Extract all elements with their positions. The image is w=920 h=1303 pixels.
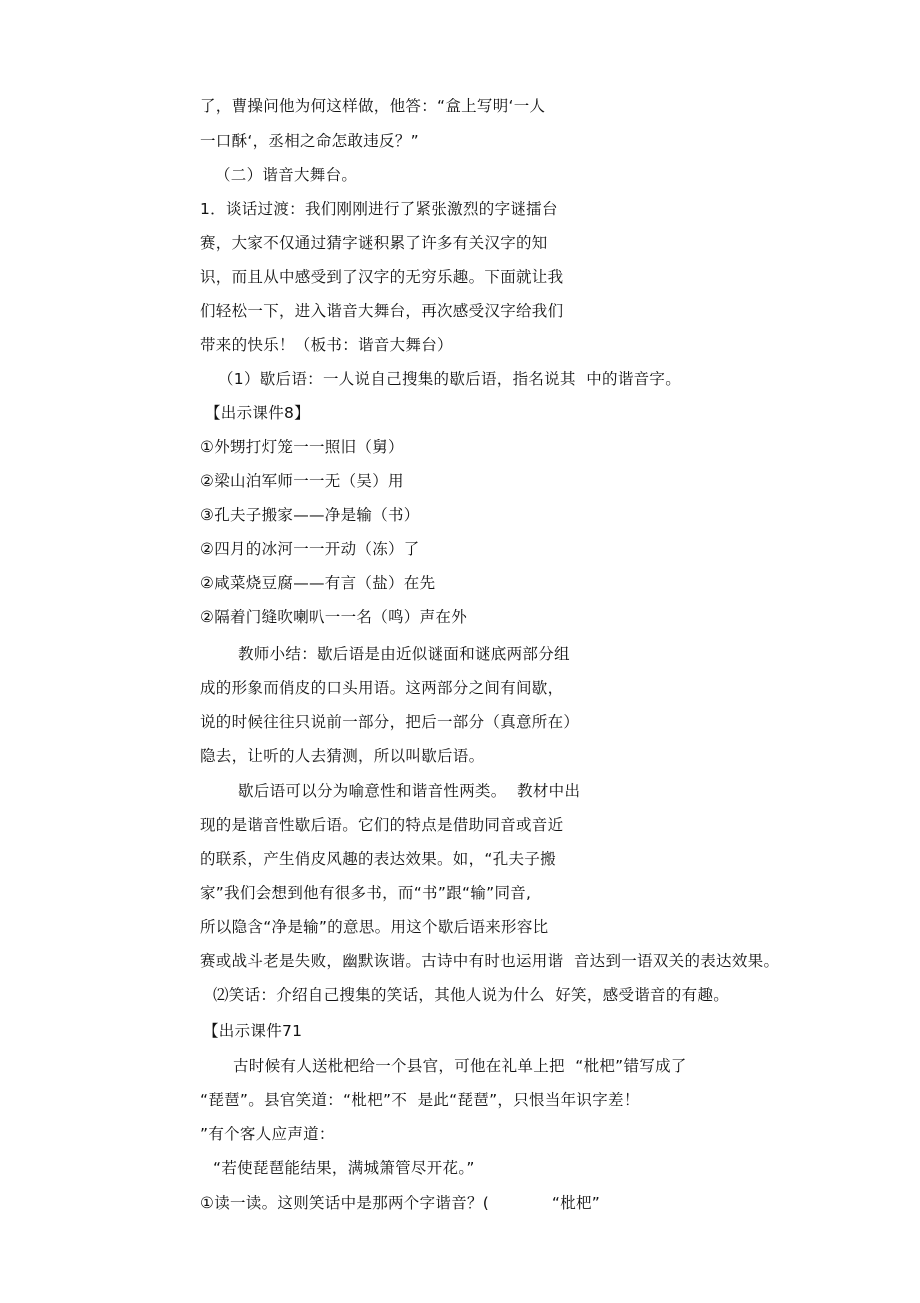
text-line: 一口酥‘，丞相之命怎敢违反？” [200,132,419,150]
text-line: 所以隐含“净是输”的意思。用这个歇后语来形容比 [200,918,549,936]
text-line: 古时候有人送枇杷给一个县官，可他在礼单上把 “枇杷”错写成了 [233,1057,687,1075]
courseware-label: 【出示课件8】 [205,404,310,422]
poem-line: “若使琵琶能结果，满城箫管尽开花。” [213,1159,475,1177]
text-line: 家”我们会想到他有很多书，而“书”跟“输”同音, [200,884,532,902]
text-line: 识，而且从中感受到了汉字的无穷乐趣。下面就让我 [200,268,564,286]
text-line: 带来的快乐！（板书：谐音大舞台） [200,336,453,354]
text-line: “琵琶”。县官笑道：“枇杷”不 是此“琵琶”，只恨当年识字差！ [200,1091,640,1109]
text-line: 赛或战斗老是失败，幽默诙谐。古诗中有时也运用谐 音达到一语双关的表达效果。 [200,952,780,970]
courseware-label: 【出示课件71 [203,1022,303,1040]
question-line: ①读一读。这则笑话中是那两个字谐音？( “枇杷” [200,1194,601,1212]
text-line: 说的时候往往只说前一部分，把后一部分（真意所在） [200,713,580,731]
text-line: 了，曹操问他为何这样做，他答：“盒上写明‘一人 [200,97,546,115]
text-line: 们轻松一下，进入谐音大舞台，再次感受汉字给我们 [200,302,564,320]
list-item: ①外甥打灯笼一一照旧（舅） [200,438,404,456]
text-line: 现的是谐音性歇后语。它们的特点是借助同音或音近 [200,816,564,834]
text-line: 的联系，产生俏皮风趣的表达效果。如，“孔夫子搬 [200,850,556,868]
list-item: ②咸菜烧豆腐——有言（盐）在先 [200,574,436,592]
text-line: 教师小结：歇后语是由近似谜面和谜底两部分组 [238,645,570,663]
list-item: ②四月的冰河一一开动（冻）了 [200,540,420,558]
list-item: ②隔着门缝吹喇叭一一名（鸣）声在外 [200,608,467,626]
text-line: ”有个客人应声道： [200,1125,335,1143]
text-line: （1）歇后语：一人说自己搜集的歇后语，指名说其 中的谐音字。 [218,370,682,388]
list-item: ③孔夫子搬家——净是输（书） [200,506,420,524]
text-line: 隐去，让听的人去猜测，所以叫歇后语。 [200,747,485,765]
text-line: ⑵笑话：介绍自己搜集的笑话，其他人说为什么 好笑，感受谐音的有趣。 [213,986,730,1004]
text-line: 歇后语可以分为喻意性和谐音性两类。 教材中出 [238,782,581,800]
list-item: ②梁山泊军师一一无（吴）用 [200,472,404,490]
text-line: 成的形象而俏皮的口头用语。这两部分之间有间歇， [200,679,564,697]
text-line: 赛，大家不仅通过猜字谜积累了许多有关汉字的知 [200,234,548,252]
text-line: 1．谈话过渡：我们刚刚进行了紧张激烈的字谜擂台 [200,200,558,218]
section-heading: （二）谐音大舞台。 [215,166,358,184]
